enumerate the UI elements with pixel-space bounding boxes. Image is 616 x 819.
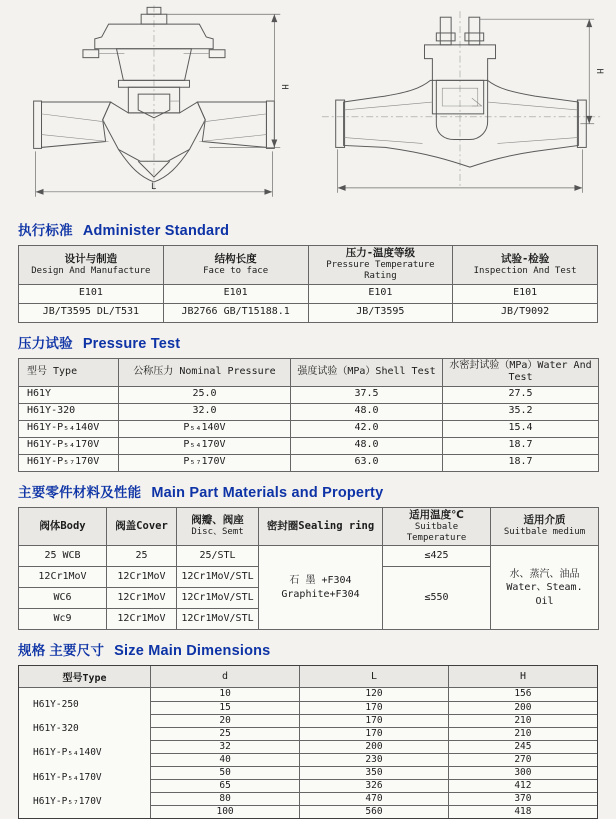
cell-body: WC6 [19,588,107,609]
table-cell: H61Y-P₅₄170V [19,437,119,454]
table-cell: 32.0 [119,403,291,420]
valve-left-svg [6,2,302,208]
section-title-standard [18,219,616,239]
col-label-zh: 适用温度℃ [409,508,464,521]
col-sealing-ring [259,507,383,546]
col-label-en: Pressure Temperature Rating [326,260,435,282]
table-row [151,792,597,805]
col-label-zh: 设计与制造 [64,252,118,265]
section-title-dimensions-en: Size Main Dimensions [114,643,271,660]
col-label-zh: 压力-温度等级 [345,247,416,259]
col-label-en: Suitbale Temperature [406,521,467,543]
cell-disc: 12Cr1MoV/STL [177,609,259,630]
table-cell: 10 [151,688,300,701]
valve-section-drawing-left [6,2,302,208]
table-row [19,437,599,454]
table-row [151,805,597,818]
table-cell: 245 [448,740,597,753]
table-cell: 170 [300,701,449,714]
cell-body: Wc9 [19,609,107,630]
section-title-materials [18,481,616,501]
table-row [151,688,597,701]
table-cell: JB/T3595 [308,303,453,322]
col-water-test: 水密封试验（MPa）Water And Test [443,358,599,386]
table-cell: 100 [151,805,300,818]
table-cell: P₅₄170V [119,437,291,454]
table-row [151,714,597,727]
table-cell: 156 [448,688,597,701]
table-cell: 270 [448,753,597,766]
col-suitable-temperature [383,507,491,546]
table-cell: 50 [151,766,300,779]
type-label: H61Y-250 [33,698,79,710]
table-cell: 210 [448,727,597,740]
table-cell: 200 [300,740,449,753]
section-title-standard-zh: 执行标准 [18,223,73,238]
table-cell: 80 [151,792,300,805]
table-cell: 230 [300,753,449,766]
table-row [151,701,597,714]
table-cell: 326 [300,779,449,792]
table-cell: H61Y-P₅₄140V [19,420,119,437]
table-cell: 412 [448,779,597,792]
table-cell: 18.7 [443,454,599,471]
table-cell: 200 [448,701,597,714]
table-cell: 120 [300,688,449,701]
col-cover [107,507,177,546]
administer-standard-table [18,245,598,323]
table-header-row [19,358,599,386]
table-row [151,779,597,792]
table-header-row [19,507,599,546]
table-cell: P₅₄140V [119,420,291,437]
table-cell: H61Y [19,386,119,403]
section-title-dimensions-zh: 规格 主要尺寸 [18,643,105,659]
sealing-zh: 石 墨 +F304 [289,575,352,587]
col-label-zh: 结构长度 [214,252,257,265]
table-cell: JB2766 GB/T15188.1 [163,303,308,322]
cell-cover: 12Cr1MoV [107,567,177,588]
col-face-to-face [163,246,308,285]
table-cell: 63.0 [291,454,443,471]
medium-en: Water、Steam. Oil [506,582,583,607]
size-dimensions-table [18,665,598,819]
table-cell: E101 [19,284,164,303]
cell-cover: 25 [107,546,177,567]
col-label-en: Face to face [203,265,269,276]
col-label-zh: 阀盖Cover [115,519,168,532]
cell-temperature-2: ≤550 [383,567,491,630]
table-row [19,403,599,420]
col-pressure-temp-rating [308,246,453,285]
table-row [151,766,597,779]
table-cell: 170 [300,727,449,740]
table-row [151,753,597,766]
col-disc-seat [177,507,259,546]
table-cell: 370 [448,792,597,805]
dims-values [151,688,597,818]
col-d: d [151,666,300,687]
col-shell-test: 强度试验（MPa）Shell Test [291,358,443,386]
table-row [19,420,599,437]
cell-disc: 25/STL [177,546,259,567]
materials-table [18,507,599,631]
cell-body: 25 WCB [19,546,107,567]
col-label-en: Suitbale medium [503,527,586,538]
cell-cover: 12Cr1MoV [107,609,177,630]
sealing-en: Graphite+F304 [281,588,360,600]
table-cell: 20 [151,714,300,727]
col-label-zh: 试验-检验 [500,252,550,265]
table-row [19,303,598,322]
pressure-test-table [18,358,599,472]
col-label-zh: 密封圈Sealing ring [266,519,375,532]
table-header-row [19,246,598,285]
cell-cover: 12Cr1MoV [107,588,177,609]
section-title-materials-en: Main Part Materials and Property [151,484,384,501]
table-cell: 40 [151,753,300,766]
table-cell: 32 [151,740,300,753]
col-l: L [300,666,449,687]
table-cell: 42.0 [291,420,443,437]
valve-section-drawing-right [314,2,610,208]
col-label-en: Design And Manufacture [31,265,151,276]
col-label-zh: 适用介质 [523,514,566,527]
table-row [151,727,597,740]
table-cell: 418 [448,805,597,818]
section-title-standard-en: Administer Standard [82,223,230,239]
table-cell: 25 [151,727,300,740]
table-cell: E101 [453,284,598,303]
section-title-pressure-zh: 压力试验 [18,335,73,351]
table-row [19,546,599,567]
col-body [19,507,107,546]
table-cell: 27.5 [443,386,599,403]
table-cell: 35.2 [443,403,599,420]
cell-sealing-ring [259,546,383,630]
dim-label-h-left: H [279,84,290,90]
table-cell: 15 [151,701,300,714]
table-cell: H61Y-320 [19,403,119,420]
type-label: H61Y-P₅₇170V [33,795,102,807]
col-design-manufacture [19,246,164,285]
cell-temperature-1: ≤425 [383,546,491,567]
cell-body: 12Cr1MoV [19,567,107,588]
table-cell: 15.4 [443,420,599,437]
col-label-zh: 阀体Body [39,519,86,532]
col-label-en: Inspection And Test [473,265,577,276]
dims-values-table [151,688,597,818]
section-title-dimensions [18,639,616,659]
col-label-en: Disc、Semt [191,527,244,538]
cell-disc: 12Cr1MoV/STL [177,588,259,609]
table-cell: E101 [308,284,453,303]
table-cell: 48.0 [291,403,443,420]
type-label: H61Y-P₅₄140V [33,747,102,759]
dim-label-h-right: H [594,68,605,74]
cell-medium [491,546,599,630]
type-column [19,688,151,818]
col-h: H [519,671,527,683]
table-cell: 37.5 [291,386,443,403]
table-row [151,740,597,753]
section-title-pressure-en: Pressure Test [82,335,181,352]
col-type: 型号Type [19,666,151,687]
type-label: H61Y-320 [33,722,79,734]
medium-zh: 水、蒸汽、油品 [509,568,580,580]
section-title-pressure [18,332,616,352]
table-cell: JB/T3595 DL/T531 [19,303,164,322]
table-cell: 25.0 [119,386,291,403]
table-cell: JB/T9092 [453,303,598,322]
table-cell: E101 [163,284,308,303]
table-cell: 300 [448,766,597,779]
dim-label-l-left: L [151,181,157,192]
table-cell: 48.0 [291,437,443,454]
section-title-materials-zh: 主要零件材料及性能 [18,484,142,500]
table-row [19,284,598,303]
col-type: 型号 Type [19,358,119,386]
dims-body [19,688,597,818]
table-cell: H61Y-P₅₇170V [19,454,119,471]
table-cell: 170 [300,714,449,727]
table-cell: P₅₇170V [119,454,291,471]
col-label-zh: 阀瓣、阀座 [191,514,244,527]
technical-drawings [0,0,616,210]
valve-right-svg [314,2,610,208]
table-cell: 210 [448,714,597,727]
table-header-row [19,666,597,688]
table-cell: 65 [151,779,300,792]
table-cell: 350 [300,766,449,779]
col-inspection-test [453,246,598,285]
cell-disc: 12Cr1MoV/STL [177,567,259,588]
table-cell: 18.7 [443,437,599,454]
table-row [19,386,599,403]
col-suitable-medium [491,507,599,546]
table-cell: 560 [300,805,449,818]
col-nominal-pressure: 公称压力 Nominal Pressure [119,358,291,386]
table-cell: 470 [300,792,449,805]
table-row [19,454,599,471]
type-label: H61Y-P₅₄170V [33,771,102,783]
